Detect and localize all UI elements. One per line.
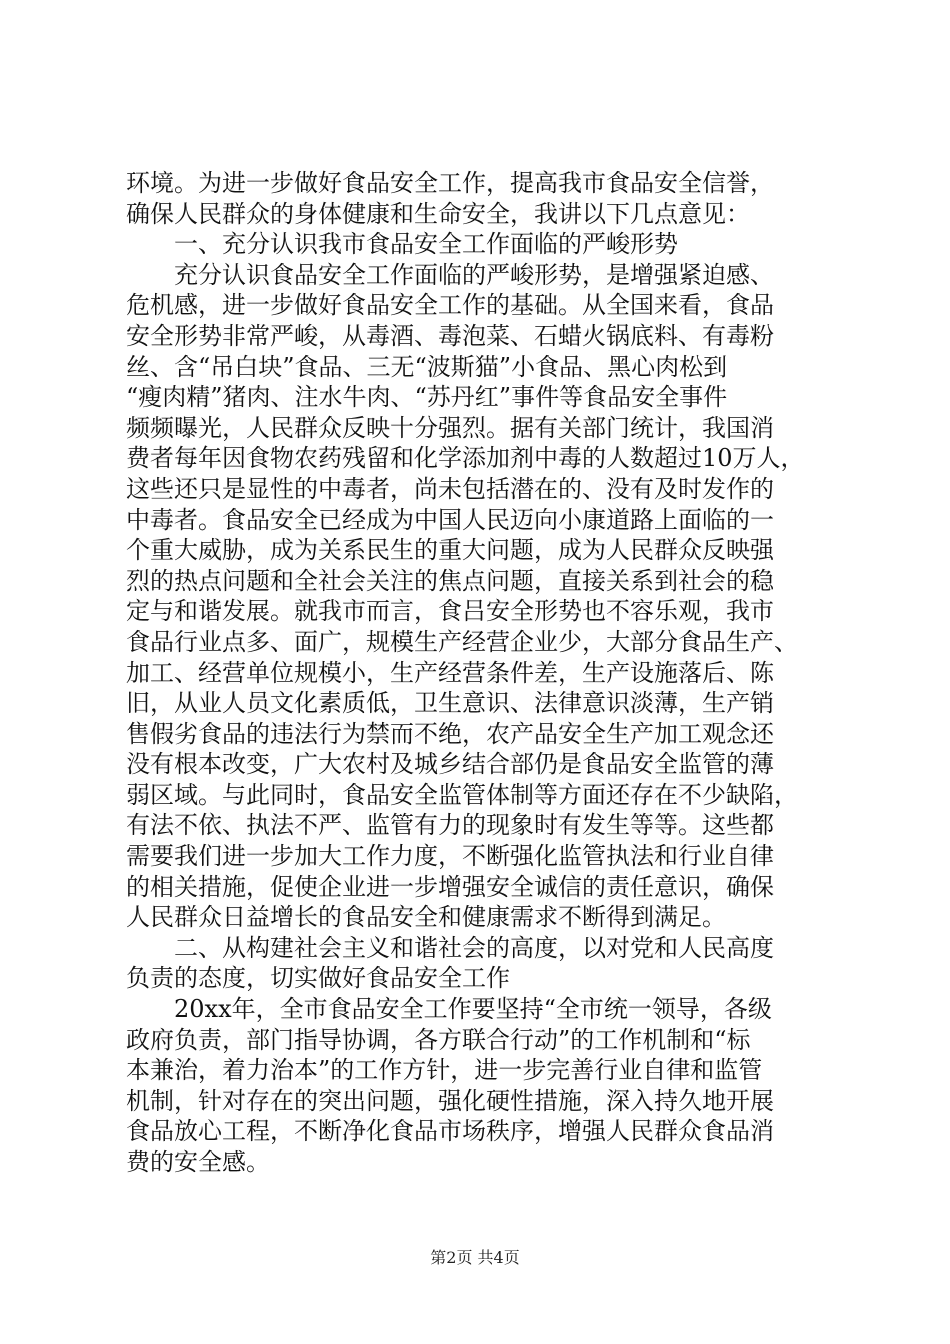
- text-line: 一、充分认识我市食品安全工作面临的严峻形势: [126, 230, 678, 259]
- text-line: 环境。为进一步做好食品安全工作，提高我市食品安全信誉，: [126, 169, 774, 197]
- text-line: 20xx年，全市食品安全工作要坚持“全市统一领导，各级: [126, 995, 772, 1024]
- text-line: 定与和谐发展。就我市而言，食吕安全形势也不容乐观，我市: [126, 597, 774, 626]
- text-line: 的相关措施，促使企业进一步增强安全诚信的责任意识，确保: [126, 872, 774, 901]
- text-line: 有法不依、执法不严、监管有力的现象时有发生等等。这些都: [126, 811, 774, 840]
- text-line: 政府负责，部门指导协调，各方联合行动”的工作机制和“标: [126, 1025, 751, 1054]
- text-line: 费的安全感。: [126, 1148, 270, 1176]
- text-line: 丝、含“吊白块”食品、三无“波斯猫”小食品、黑心肉松到: [126, 352, 728, 381]
- page-footer: 第2页 共4页: [430, 1248, 520, 1267]
- document-body: [126, 168, 826, 1178]
- text-line: 这些还只是显性的中毒者，尚未包括潜在的、没有及时发作的: [126, 474, 774, 503]
- text-line: 需要我们进一步加大工作力度，不断强化监管执法和行业自律: [126, 842, 774, 871]
- text-line: 没有根本改变，广大农村及城乡结合部仍是食品安全监管的薄: [126, 750, 774, 779]
- text-line: 个重大威胁，成为关系民生的重大问题，成为人民群众反映强: [126, 536, 774, 565]
- text-line: 费者每年因食物农药残留和化学添加剂中毒的人数超过10万人，: [126, 444, 805, 473]
- text-line: 本兼治，着力治本”的工作方针，进一步完善行业自律和监管: [126, 1056, 763, 1085]
- text-line: 人民群众日益增长的食品安全和健康需求不断得到满足。: [126, 903, 726, 932]
- text-line: 弱区域。与此同时，食品安全监管体制等方面还存在不少缺陷，: [126, 780, 798, 809]
- text-line: 负责的态度，切实做好食品安全工作: [126, 964, 510, 993]
- text-line: 旧，从业人员文化素质低，卫生意识、法律意识淡薄，生产销: [126, 689, 774, 718]
- text-line: 二、从构建社会主义和谐社会的高度，以对党和人民高度: [126, 933, 774, 962]
- text-line: 充分认识食品安全工作面临的严峻形势，是增强紧迫感、: [126, 260, 774, 289]
- text-line: 确保人民群众的身体健康和生命安全，我讲以下几点意见：: [126, 199, 750, 228]
- text-line: 食品行业点多、面广，规模生产经营企业少，大部分食品生产、: [126, 627, 798, 656]
- text-line: 烈的热点问题和全社会关注的焦点问题，直接关系到社会的稳: [126, 566, 774, 595]
- text-line: 中毒者。食品安全已经成为中国人民迈向小康道路上面临的一: [126, 505, 774, 534]
- text-line: 机制，针对存在的突出问题，强化硬性措施，深入持久地开展: [126, 1086, 774, 1115]
- text-line: 频频曝光，人民群众反映十分强烈。据有关部门统计，我国消: [126, 413, 774, 442]
- text-line: 售假劣食品的违法行为禁而不绝，农产品安全生产加工观念还: [126, 719, 774, 748]
- text-line: 危机感，进一步做好食品安全工作的基础。从全国来看，食品: [126, 291, 774, 320]
- text-line: “瘦肉精”猪肉、注水牛肉、“苏丹红”事件等食品安全事件: [126, 383, 728, 412]
- text-line: 食品放心工程，不断净化食品市场秩序，增强人民群众食品消: [126, 1117, 774, 1146]
- text-line: 安全形势非常严峻，从毒酒、毒泡菜、石蜡火锅底料、有毒粉: [126, 321, 774, 350]
- text-line: 加工、经营单位规模小，生产经营条件差，生产设施落后、陈: [126, 658, 774, 687]
